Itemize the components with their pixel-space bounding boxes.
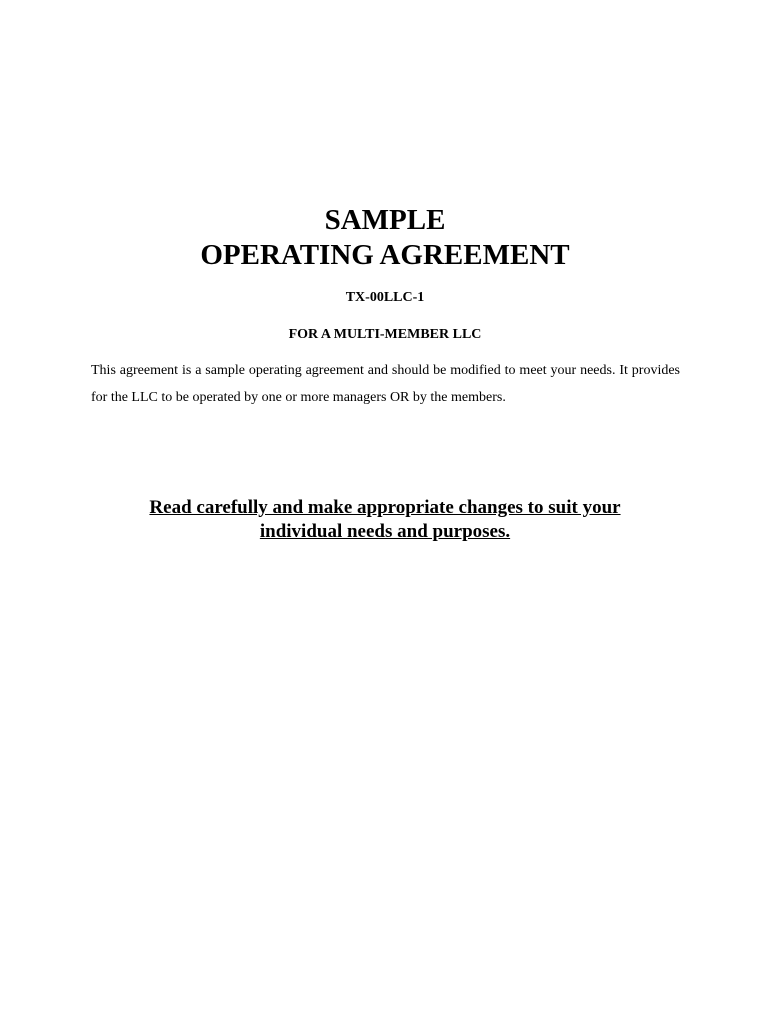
document-subtitle: FOR A MULTI-MEMBER LLC — [288, 327, 482, 342]
intro-paragraph: This agreement is a sample operating agreement and should be modified to meet your needs. It provides for the LLC to be operated by one or more managers OR by the members. — [91, 363, 680, 405]
form-code: TX-00LLC-1 — [345, 290, 425, 305]
title-line-sample: SAMPLE — [324, 204, 446, 236]
title-line-operating-agreement: OPERATING AGREEMENT — [200, 239, 570, 271]
notice-text: Read carefully and make appropriate changes to suit your individual needs and purposes. — [149, 497, 621, 542]
